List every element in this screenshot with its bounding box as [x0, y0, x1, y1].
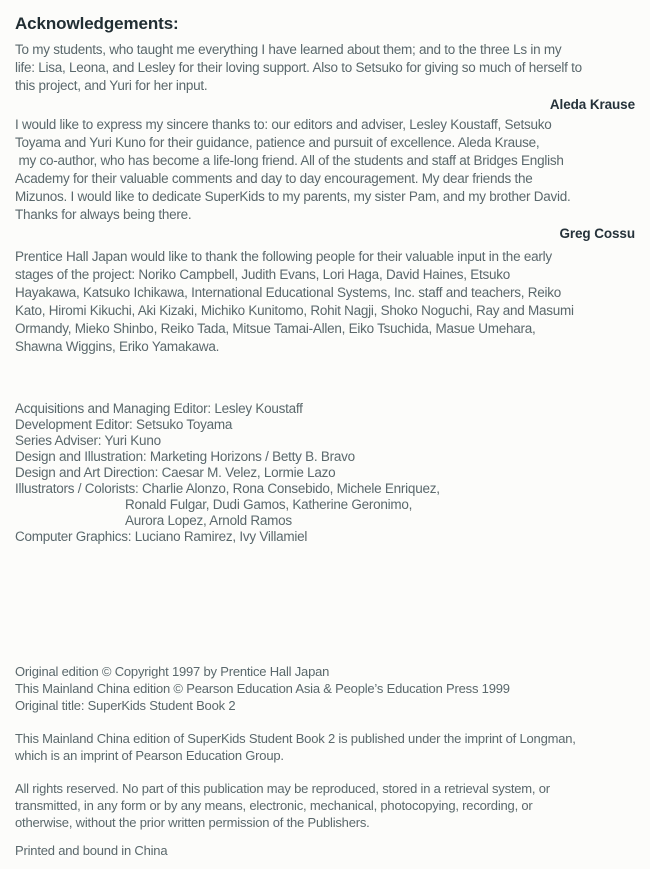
credit-line: Computer Graphics: Luciano Ramirez, Ivy Villamiel — [15, 529, 308, 544]
signature-greg-cossu: Greg Cossu — [559, 226, 635, 241]
copyright-block — [15, 663, 638, 714]
rights-block — [15, 780, 638, 831]
text-line: Thanks for always being there. — [15, 207, 192, 222]
credit-line: Development Editor: Setsuko Toyama — [15, 417, 233, 432]
text-line: Toyama and Yuri Kuno for their guidance, patience and pursuit of excellence. Aleda Krause, — [15, 135, 540, 150]
acknowledgements-heading: Acknowledgements: — [15, 14, 179, 33]
text-line: Ormandy, Mieko Shinbo, Reiko Tada, Mitsue Tamai-Allen, Eiko Tsuchida, Masue Umehara, — [15, 321, 536, 336]
text-line: Original title: SuperKids Student Book 2 — [15, 698, 236, 713]
text-line: Shawna Wiggins, Eriko Yamakawa. — [15, 339, 220, 354]
text-line: This Mainland China edition © Pearson Education Asia & People’s Education Press 1999 — [15, 681, 510, 696]
text-line: All rights reserved. No part of this publication may be reproduced, stored in a retrieval system, or — [15, 781, 550, 796]
credit-line: Ronald Fulgar, Dudi Gamos, Katherine Geronimo, — [125, 497, 413, 512]
text-line: stages of the project: Noriko Campbell, Judith Evans, Lori Haga, David Haines, Etsuko — [15, 267, 511, 282]
credit-line: Illustrators / Colorists: Charlie Alonzo, Rona Consebido, Michele Enriquez, — [15, 481, 440, 496]
credit-line: Series Adviser: Yuri Kuno — [15, 433, 161, 448]
text-line: life: Lisa, Leona, and Lesley for their loving support. Also to Setsuko for giving so much of herself to — [15, 60, 582, 75]
text-line: Original edition © Copyright 1997 by Prentice Hall Japan — [15, 664, 330, 679]
text-line: Mizunos. I would like to dedicate SuperKids to my parents, my sister Pam, and my brother David. — [15, 189, 571, 204]
credit-line: Aurora Lopez, Arnold Ramos — [125, 513, 292, 528]
paragraph-cossu — [15, 116, 638, 224]
text-line: To my students, who taught me everything I have learned about them; and to the three Ls in my — [15, 42, 562, 57]
text-line: transmitted, in any form or by any means, electronic, mechanical, photocopying, recording, or — [15, 798, 533, 813]
text-line: Kato, Hiromi Kikuchi, Aki Kizaki, Michiko Kunitomo, Rohit Nagji, Shoko Noguchi, Ray and Masumi — [15, 303, 574, 318]
imprint-block — [15, 730, 638, 764]
text-line: Prentice Hall Japan would like to thank the following people for their valuable input in the early — [15, 249, 552, 264]
text-line: otherwise, without the prior written permission of the Publishers. — [15, 815, 370, 830]
printed-line: Printed and bound in China — [15, 843, 168, 858]
credit-line: Acquisitions and Managing Editor: Lesley Koustaff — [15, 401, 303, 416]
text-line: my co-author, who has become a life-long friend. All of the students and staff at Bridges English — [15, 153, 564, 168]
credit-line: Design and Illustration: Marketing Horizons / Betty B. Bravo — [15, 449, 355, 464]
text-line: Academy for their valuable comments and day to day encouragement. My dear friends the — [15, 171, 533, 186]
credits-list — [15, 401, 638, 545]
text-line: I would like to express my sincere thanks to: our editors and adviser, Lesley Koustaff, Setsuko — [15, 117, 552, 132]
text-line: This Mainland China edition of SuperKids Student Book 2 is published under the imprint of Longman, — [15, 731, 576, 746]
paragraph-krause — [15, 41, 638, 95]
text-line: this project, and Yuri for her input. — [15, 78, 208, 93]
text-line: which is an imprint of Pearson Education Group. — [15, 748, 284, 763]
credit-line: Design and Art Direction: Caesar M. Velez, Lormie Lazo — [15, 465, 336, 480]
text-line: Hayakawa, Katsuko Ichikawa, International Educational Systems, Inc. staff and teachers, Reiko — [15, 285, 562, 300]
paragraph-publisher-thanks — [15, 248, 638, 356]
signature-aleda-krause: Aleda Krause — [549, 97, 635, 112]
